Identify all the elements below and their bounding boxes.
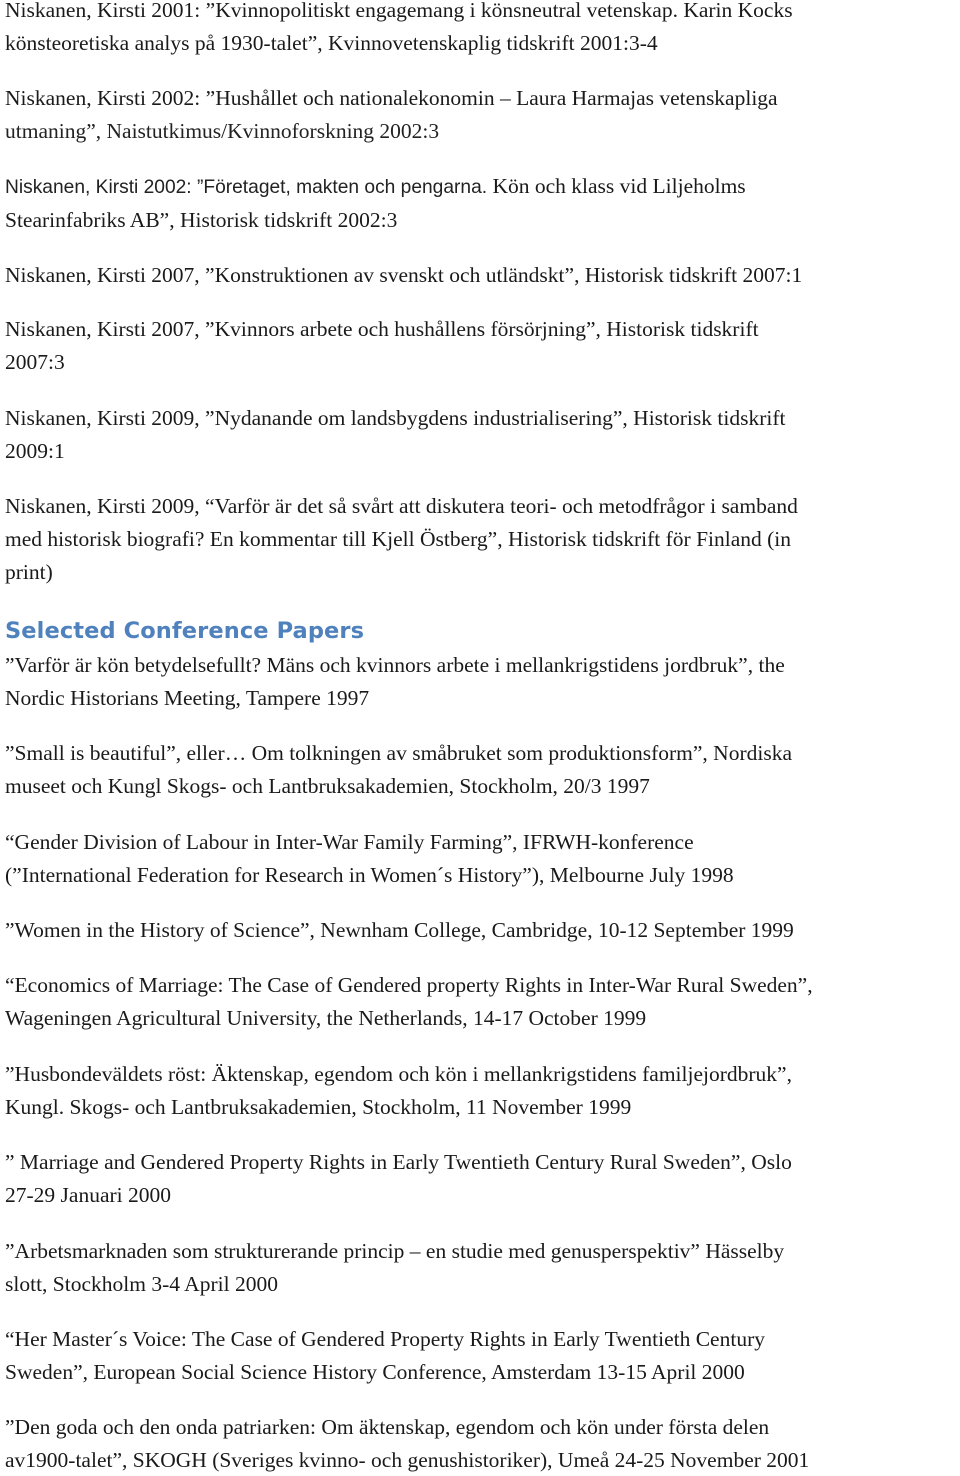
entry-line: “Economics of Marriage: The Case of Gendered property Rights in Inter-War Rural Sweden”, [5,973,813,997]
conference-entry [5,1411,956,1476]
entry-line: “Her Master´s Voice: The Case of Gendered Property Rights in Early Twentieth Century [5,1327,765,1351]
entry-line: “Gender Division of Labour in Inter-War Family Farming”, IFRWH-konference [5,830,694,854]
conference-entry [5,1323,956,1389]
entry-line: Niskanen, Kirsti 2009, “Varför är det så svårt att diskutera teori- och metodfrågor i samband [5,494,798,518]
conference-entry [5,1058,956,1124]
entry-line: slott, Stockholm 3-4 April 2000 [5,1272,278,1296]
entry-line: könsteoretiska analys på 1930-talet”, Kvinnovetenskaplig tidskrift 2001:3-4 [5,31,658,55]
publication-entry [5,402,956,468]
entry-line: ”Small is beautiful”, eller… Om tolkningen av småbruket som produktionsform”, Nordiska [5,741,792,765]
entry-line: ”Varför är kön betydelsefullt? Mäns och kvinnors arbete i mellankrigstidens jordbruk”, the [5,653,785,677]
entry-line: Stearinfabriks AB”, Historisk tidskrift 2002:3 [5,208,398,232]
entry-line-part: Niskanen, Kirsti 2002: ”Företaget, makten och pengarna. [5,177,488,198]
publication-entry [5,170,956,237]
publication-entry [5,82,956,148]
conference-entry [5,914,956,947]
publication-entry [5,259,956,292]
publication-entry [5,490,956,589]
conference-entry [5,1235,956,1301]
conference-entry [5,969,956,1035]
entry-line: 2007:3 [5,350,65,374]
entry-line: Niskanen, Kirsti 2001: ”Kvinnopolitiskt engagemang i könsneutral vetenskap. Karin Kocks [5,0,793,22]
entry-line: Sweden”, European Social Science History Conference, Amsterdam 13-15 April 2000 [5,1360,745,1384]
entry-line: print) [5,560,53,584]
entry-line: (”International Federation for Research in Women´s History”), Melbourne July 1998 [5,863,734,887]
entry-line: ”Women in the History of Science”, Newnham College, Cambridge, 10-12 September 1999 [5,918,794,942]
entry-line [5,170,956,204]
entry-line: Niskanen, Kirsti 2007, ”Konstruktionen av svenskt och utländskt”, Historisk tidskrift 2007:1 [5,263,803,287]
entry-line: Niskanen, Kirsti 2009, ”Nydanande om landsbygdens industrialisering”, Historisk tidskrift [5,406,786,430]
entry-line: ”Den goda och den onda patriarken: Om äktenskap, egendom och kön under första delen [5,1415,770,1439]
conference-entry [5,737,956,803]
entry-line: Kungl. Skogs- och Lantbruksakademien, Stockholm, 11 November 1999 [5,1095,632,1119]
entry-line: utmaning”, Naistutkimus/Kvinnoforskning 2002:3 [5,119,440,143]
conference-entry [5,1146,956,1212]
entry-line: med historisk biografi? En kommentar till Kjell Östberg”, Historisk tidskrift för Finland (in [5,527,792,551]
conference-entry [5,826,956,892]
publication-entry [5,0,956,60]
conference-entry [5,649,956,715]
entry-line-part: Kön och klass vid Liljeholms [492,174,746,198]
publication-entry [5,313,956,379]
entry-line: Niskanen, Kirsti 2002: ”Hushållet och nationalekonomin – Laura Harmajas vetenskapliga [5,86,778,110]
entry-line: av1900-talet”, SKOGH (Sveriges kvinno- och genushistoriker), Umeå 24-25 November 2001 [5,1448,810,1472]
entry-line: ”Husbondeväldets röst: Äktenskap, egendom och kön i mellankrigstidens familjejordbruk”, [5,1062,792,1086]
entry-line: Niskanen, Kirsti 2007, ”Kvinnors arbete och hushållens försörjning”, Historisk tidskrift [5,317,759,341]
entry-line: 2009:1 [5,439,65,463]
entry-line: museet och Kungl Skogs- och Lantbruksakademien, Stockholm, 20/3 1997 [5,774,650,798]
entry-line: ”Arbetsmarknaden som strukturerande princip – en studie med genusperspektiv” Hässelby [5,1239,785,1263]
section-heading: Selected Conference Papers [5,618,365,644]
entry-line: 27-29 Januari 2000 [5,1183,171,1207]
entry-line: ” Marriage and Gendered Property Rights in Early Twentieth Century Rural Sweden”, Oslo [5,1150,792,1174]
entry-line: Nordic Historians Meeting, Tampere 1997 [5,686,370,710]
entry-line: Wageningen Agricultural University, the Netherlands, 14-17 October 1999 [5,1006,647,1030]
